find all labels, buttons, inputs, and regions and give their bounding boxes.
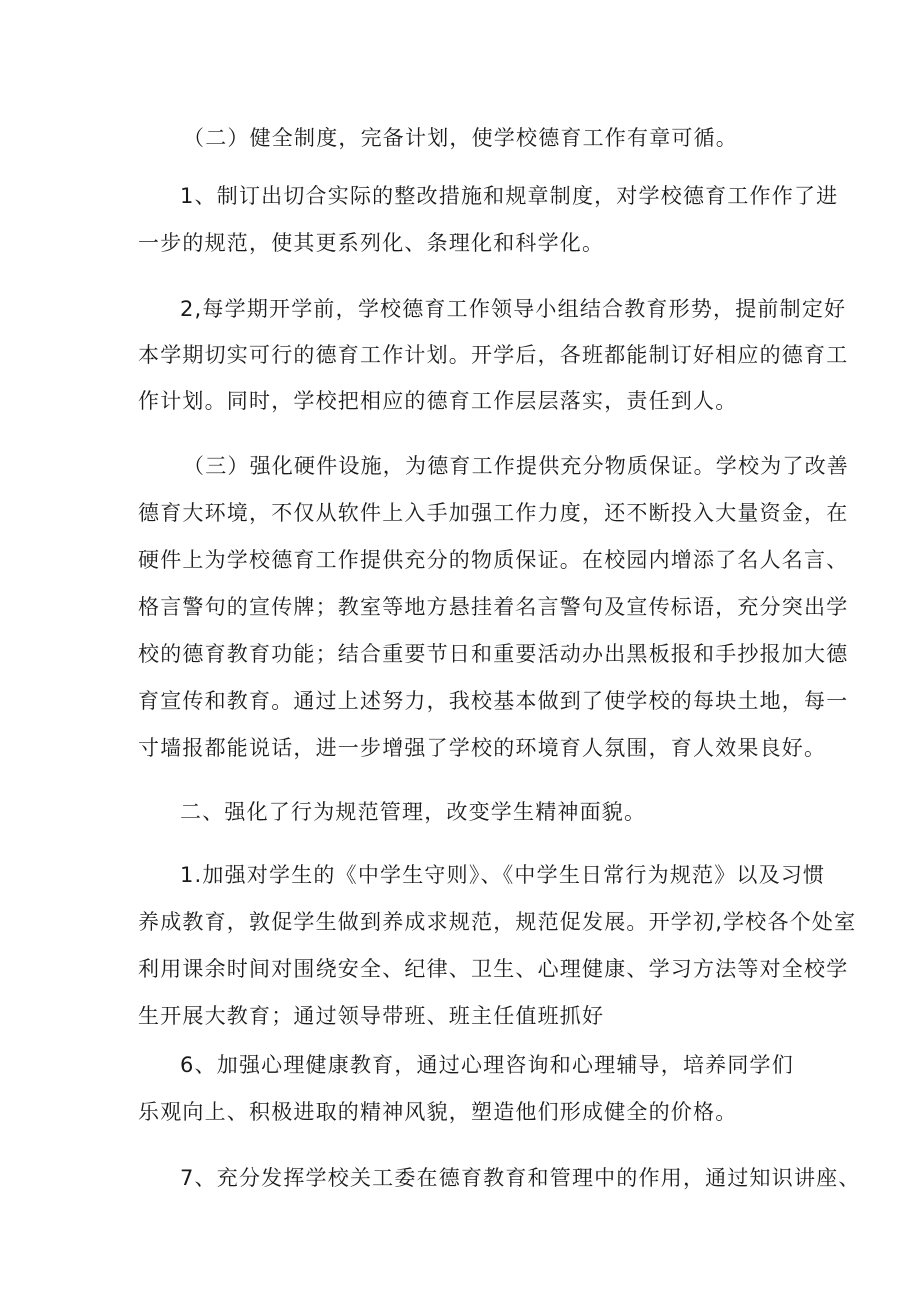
paragraph-line: 利用课余时间对围绕安全、纪律、卫生、心理健康、学习方法等对全校学 bbox=[138, 957, 849, 981]
paragraph-line: 7、充分发挥学校关工委在德育教育和管理中的作用，通过知识讲座、 bbox=[180, 1166, 861, 1190]
paragraph-line: 6、加强心理健康教育，通过心理咨询和心理辅导，培养同学们 bbox=[180, 1053, 794, 1077]
paragraph-line: 1.加强对学生的《中学生守则》、《中学生日常行为规范》以及习惯 bbox=[180, 863, 826, 887]
paragraph-line: 格言警句的宣传牌；教室等地方悬挂着名言警句及宣传标语，充分突出学 bbox=[138, 595, 849, 619]
paragraph-line: 生开展大教育；通过领导带班、班主任值班抓好 bbox=[138, 1004, 605, 1028]
paragraph-line: 2,每学期开学前，学校德育工作领导小组结合教育形势，提前制定好 bbox=[180, 297, 847, 321]
paragraph-line: （二）健全制度，完备计划，使学校德育工作有章可循。 bbox=[183, 126, 738, 150]
paragraph-line: 育宣传和教育。通过上述努力，我校基本做到了使学校的每块土地，每一 bbox=[138, 689, 849, 713]
paragraph-line: 本学期切实可行的德育工作计划。开学后，各班都能制订好相应的德育工 bbox=[138, 343, 849, 367]
paragraph-line: 1、制订出切合实际的整改措施和规章制度，对学校德育工作作了进 bbox=[180, 184, 839, 208]
paragraph-line: 寸墙报都能说话，进一步增强了学校的环境育人氛围，育人效果良好。 bbox=[138, 736, 827, 760]
paragraph-line: 硬件上为学校德育工作提供充分的物质保证。在校园内增添了名人名言、 bbox=[138, 548, 849, 572]
paragraph-line: 养成教育，敦促学生做到养成求规范，规范促发展。开学初,学校各个处室 bbox=[138, 910, 857, 934]
paragraph-line: 校的德育教育功能；结合重要节日和重要活动办出黑板报和手抄报加大德 bbox=[138, 642, 849, 666]
paragraph-line: 乐观向上、积极进取的精神风貌，塑造他们形成健全的价格。 bbox=[138, 1100, 738, 1124]
paragraph-line: （三）强化硬件设施，为德育工作提供充分物质保证。学校为了改善 bbox=[183, 454, 849, 478]
paragraph-line: 一步的规范，使其更系列化、条理化和科学化。 bbox=[138, 231, 605, 255]
paragraph-line: 作计划。同时，学校把相应的德育工作层层落实，责任到人。 bbox=[138, 389, 738, 413]
paragraph-line: 德育大环境，不仅从软件上入手加强工作力度，还不断投入大量资金，在 bbox=[138, 501, 849, 525]
section-heading: 二、强化了行为规范管理，改变学生精神面貌。 bbox=[180, 800, 647, 824]
